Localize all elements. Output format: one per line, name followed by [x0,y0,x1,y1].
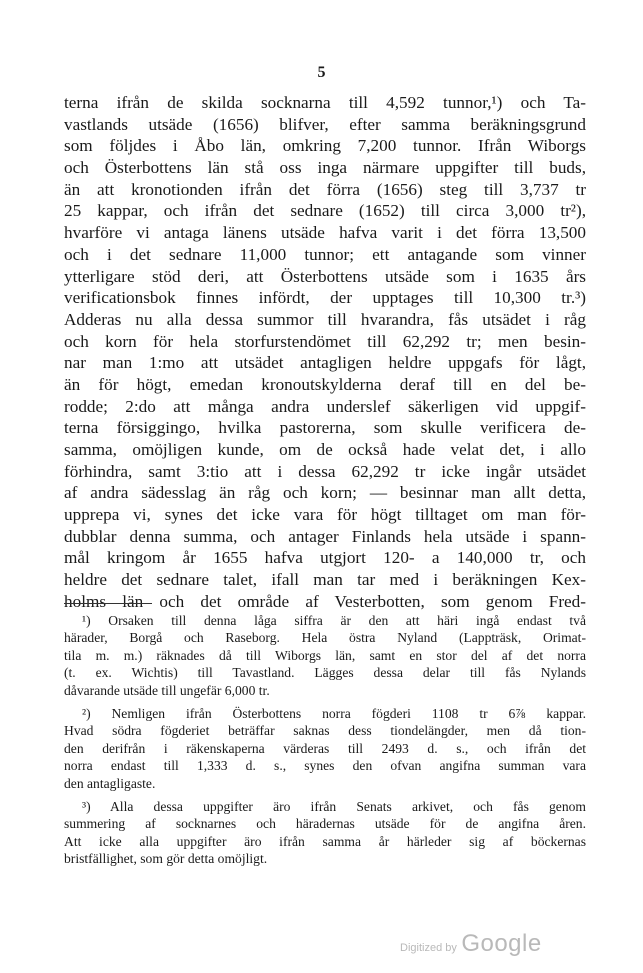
body-line: som följdes i Åbo län, omkring 7,200 tunnor. Ifrån Wiborgs [64,136,586,156]
footnote-line: den antagligaste. [64,775,156,791]
footnote-3 [64,798,586,868]
footnote-line: tila m. m.) räknades då till Wiborgs län, samt en stor del af det norra [64,647,586,663]
body-line: än att kronotionden ifrån det förra (1656) steg till 3,737 tr [64,179,586,199]
body-line: och i det sednare 11,000 tunnor; ett antagande som vinner [64,244,586,264]
body-line: af andra sädesslag än råg och korn; — besinnar man allt detta, [64,483,586,503]
body-line: och Österbottens län stå oss inga närmare uppgifter till buds, [64,158,586,178]
body-line: än för högt, emedan kronoutskylderna deraf till en del be- [64,374,586,394]
body-line: förhindra, samt 3:tio att i dessa 62,292 tr icke ingår utsädet [64,461,586,481]
body-line: heldre det sednare talet, ifall man tar med i beräkningen Kex- [64,570,586,590]
footnote-line: den derifrån i räkenskaperna värderas till 2493 d. s., och ifrån det [64,740,586,756]
footnote-line: dåvarande utsäde till ungefär 6,000 tr. [64,682,270,698]
footnotes [64,612,586,873]
body-line: holms län och det område af Vesterbotten, som genom Fred- [64,591,586,611]
body-text [64,92,586,613]
footnote-divider [64,603,152,604]
page-number: 5 [317,64,326,81]
footnote-line: (t. ex. Wichtis) till Tavastland. Lägges dessa delar till fås Nylands [64,665,586,681]
footnote-line: norra endast till 1,333 d. s., synes den ofvan angifna summan vara [64,758,586,774]
body-line: 25 kappar, och ifrån det sednare (1652) till circa 3,000 tr²), [64,201,586,221]
body-line: hvarföre vi antaga länens utsäde hafva varit i det förra 13,500 [64,223,586,243]
footnote-2 [64,705,586,792]
footnote-line: ²) Nemligen ifrån Österbottens norra fögderi 1108 tr 6⅞ kappar. [82,705,586,721]
watermark-prefix: Digitized by [400,942,457,954]
body-line: terna ifrån de skilda socknarna till 4,592 tunnor,¹) och Ta- [64,93,586,112]
body-line: nar man 1:mo att utsädet antagligen heldre uppgafs för lågt, [64,353,586,373]
footnote-1 [64,612,586,699]
footnote-line: härader, Borgå och Raseborg. Hela östra Nyland (Lappträsk, Orimat- [64,630,586,646]
body-line: vastlands utsäde (1656) blifver, efter samma beräkningsgrund [64,114,586,134]
watermark-brand: Google [461,930,542,957]
footnote-line: summering af socknarnes och häradernas utsäde för de angifna åren. [64,816,586,832]
footnote-line: Hvad södra fögderiet beträffar saknas dess tiondelängder, men då tion- [64,723,586,739]
body-line: ytterligare stöd deri, att Österbottens utsäde som i 1635 års [64,266,586,286]
body-line: och korn för hela storfurstendömet till 62,292 tr; men besin- [64,331,586,351]
footnote-line: ³) Alla dessa uppgifter äro ifrån Senats arkivet, och fås genom [82,798,586,814]
body-line: dubblar denna summa, och antager Finlands hela utsäde i spann- [64,526,586,546]
body-line: samma, omöjligen kunde, om de också hade velat det, i allo [64,440,586,459]
body-line: Adderas nu alla dessa summor till hvarandra, fås utsädet i råg [64,309,586,329]
body-line: mål kringom år 1655 hafva utgjort 120- a 140,000 tr, och [64,548,586,568]
footnote-line: bristfällighet, som gör detta omöjligt. [64,851,268,867]
body-line: terna försiggingo, hvilka pastorerna, som skulle verificera de- [64,418,586,438]
footnote-line: Att icke alla uppgifter äro ifrån samma år härleder sig af böckernas [64,833,586,849]
digitized-by-google-watermark [400,930,542,958]
body-line: verificationsbok finnes infördt, der upptages till 10,300 tr.³) [64,288,586,308]
footnote-line: ¹) Orsaken till denna låga siffra är den att häri ingå endast två [82,613,586,628]
body-line: rodde; 2:do att många andra underslef säkerligen vid uppgif- [64,396,586,416]
body-line: upprepa vi, synes det icke vara för högt tilltaget om man för- [64,505,586,525]
